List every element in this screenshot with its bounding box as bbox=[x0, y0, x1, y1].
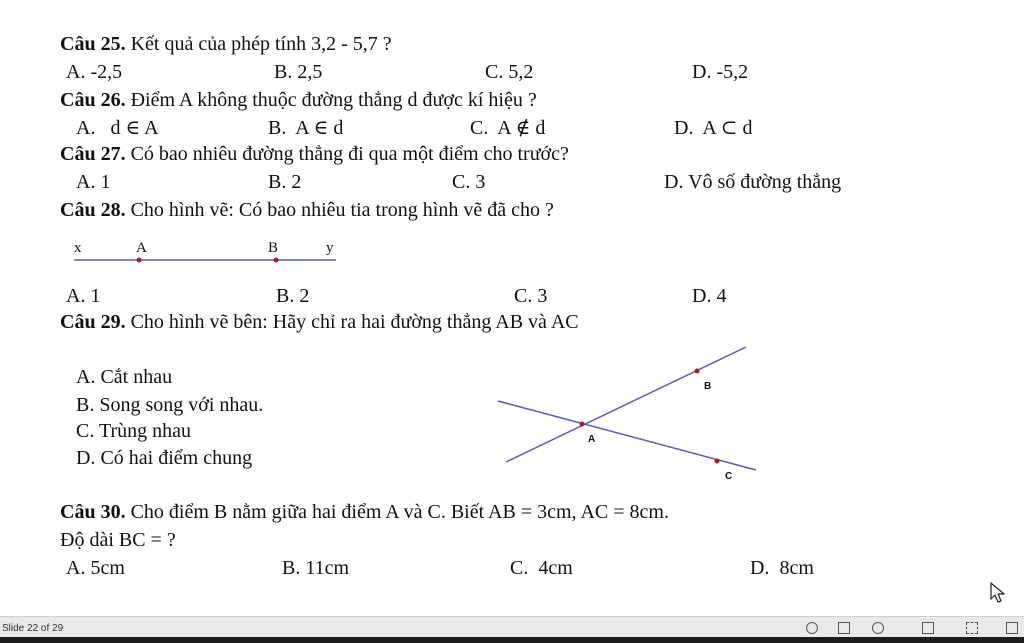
question-text: Cho hình vẽ bên: Hãy chỉ ra hai đường thẳng AB và AC bbox=[125, 311, 579, 333]
q28-option-d: D. 4 bbox=[692, 285, 727, 307]
q29-option-c: C. Trùng nhau bbox=[76, 420, 192, 442]
play-slideshow-icon[interactable] bbox=[872, 622, 884, 634]
q25-option-a: A. -2,5 bbox=[66, 61, 123, 83]
label-c: C bbox=[725, 471, 733, 480]
question-label: Câu 25. bbox=[60, 33, 126, 55]
question-label: Câu 29. bbox=[60, 311, 126, 333]
point-b bbox=[695, 369, 700, 374]
q29-option-d: D. Có hai điểm chung bbox=[76, 447, 253, 469]
slide-sorter-icon[interactable] bbox=[966, 622, 978, 634]
question-30-line2: Độ dài BC = ? bbox=[60, 529, 176, 551]
previous-slide-icon[interactable] bbox=[806, 622, 818, 634]
point-b bbox=[274, 258, 279, 263]
q25-option-b: B. 2,5 bbox=[274, 61, 323, 83]
question-label: Câu 27. bbox=[60, 143, 126, 165]
question-label: Câu 26. bbox=[60, 89, 126, 111]
q28-option-b: B. 2 bbox=[276, 285, 310, 307]
question-label: Câu 30. bbox=[60, 501, 126, 523]
q30-option-d: D. 8cm bbox=[750, 557, 814, 579]
q27-option-b: B. 2 bbox=[268, 171, 302, 193]
normal-view-icon[interactable] bbox=[922, 622, 934, 634]
q27-option-c: C. 3 bbox=[452, 171, 486, 193]
q26-option-d: D. A ⊂ d bbox=[674, 117, 753, 139]
notes-icon[interactable] bbox=[838, 622, 850, 634]
q28-figure-line bbox=[60, 234, 360, 270]
label-y: y bbox=[326, 240, 334, 256]
q28-option-c: C. 3 bbox=[514, 285, 548, 307]
q26-option-b: B. A ∈ d bbox=[268, 117, 344, 139]
label-b: B bbox=[268, 240, 279, 256]
question-text: Cho hình vẽ: Có bao nhiêu tia trong hình vẽ đã cho ? bbox=[125, 199, 554, 221]
question-29 bbox=[60, 310, 579, 334]
question-label: Câu 28. bbox=[60, 199, 126, 221]
q29-figure-intersecting-lines bbox=[490, 340, 770, 480]
question-text: Cho điểm B nằm giữa hai điểm A và C. Biết AB = 3cm, AC = 8cm. bbox=[125, 501, 669, 523]
question-28 bbox=[60, 198, 554, 222]
question-30 bbox=[60, 500, 669, 524]
taskbar-strip bbox=[0, 637, 1024, 643]
question-text: Điểm A không thuộc đường thẳng d được kí hiệu ? bbox=[125, 89, 537, 111]
question-27 bbox=[60, 142, 569, 166]
q28-option-a: A. 1 bbox=[66, 285, 101, 307]
status-bar bbox=[0, 616, 1024, 643]
q29-option-a: A. Cắt nhau bbox=[76, 366, 173, 388]
point-a bbox=[137, 258, 142, 263]
point-a bbox=[580, 422, 585, 427]
mouse-cursor-icon bbox=[990, 582, 1006, 604]
q26-option-a: A. d ∈ A bbox=[76, 117, 159, 139]
question-text: Có bao nhiêu đường thẳng đi qua một điểm cho trước? bbox=[125, 143, 569, 165]
line-ab bbox=[506, 347, 746, 462]
label-x: x bbox=[74, 240, 82, 256]
q26-option-c: C. A ∉ d bbox=[470, 117, 546, 139]
label-a: A bbox=[136, 240, 147, 256]
q27-option-a: A. 1 bbox=[76, 171, 111, 193]
point-c bbox=[715, 459, 720, 464]
reading-view-icon[interactable] bbox=[1006, 622, 1018, 634]
question-25 bbox=[60, 32, 392, 56]
question-26 bbox=[60, 88, 537, 112]
label-a: A bbox=[588, 434, 596, 445]
q30-option-b: B. 11cm bbox=[282, 557, 350, 579]
slide-counter: Slide 22 of 29 bbox=[2, 623, 64, 634]
question-text: Kết quả của phép tính 3,2 - 5,7 ? bbox=[125, 33, 392, 55]
q30-option-a: A. 5cm bbox=[66, 557, 125, 579]
label-b: B bbox=[704, 381, 712, 392]
q25-option-c: C. 5,2 bbox=[485, 61, 534, 83]
q30-option-c: C. 4cm bbox=[510, 557, 573, 579]
q29-option-b: B. Song song với nhau. bbox=[76, 394, 264, 416]
q27-option-d: D. Vô số đường thẳng bbox=[664, 171, 842, 193]
q25-option-d: D. -5,2 bbox=[692, 61, 749, 83]
